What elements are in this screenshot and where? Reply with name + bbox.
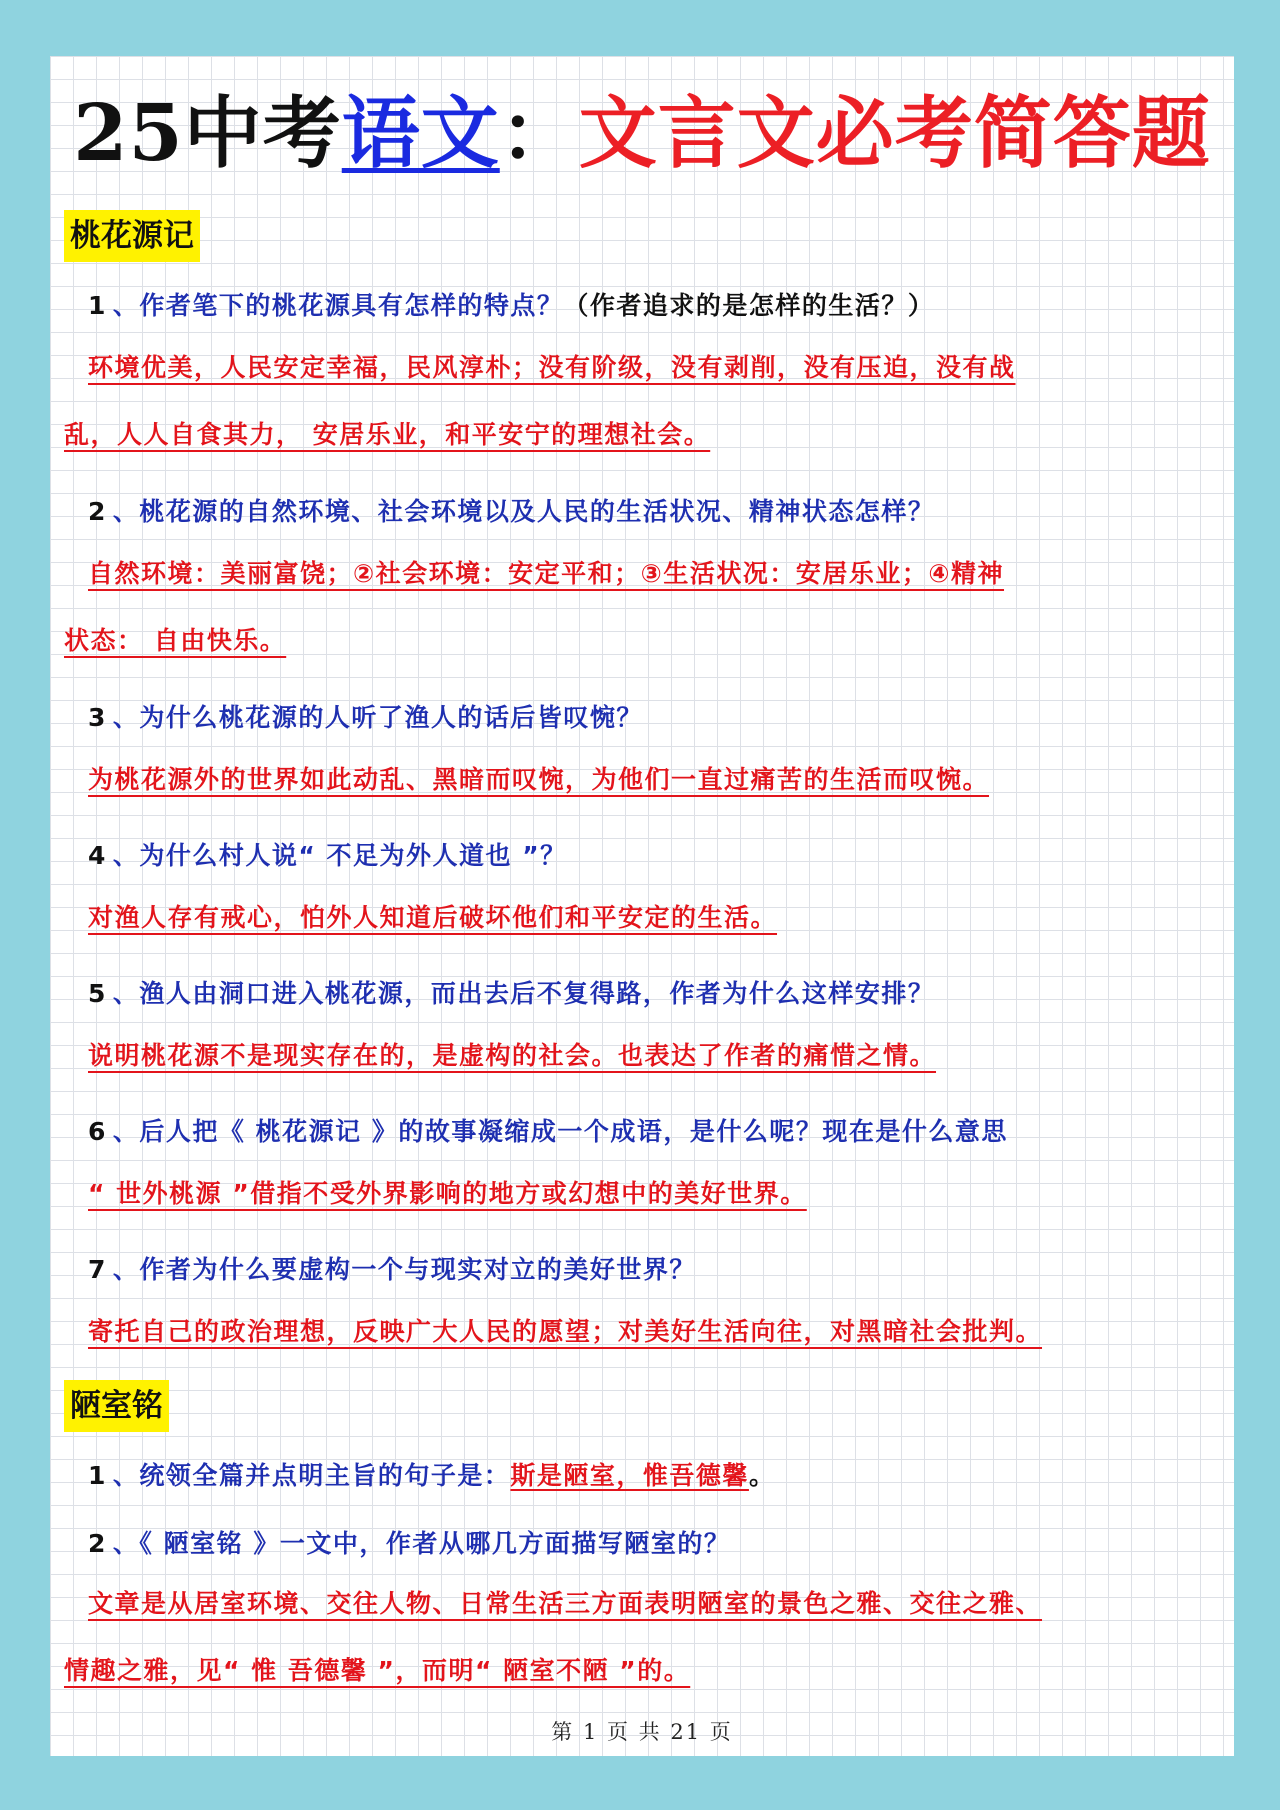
title-topic: 文言文必考简答题 xyxy=(578,88,1211,179)
answer-line: “ 世外桃源 ”借指不受外界影响的地方或幻想中的美好世界。 xyxy=(88,1179,807,1208)
section-label-loushiming: 陋室铭 xyxy=(64,1380,169,1432)
question-text: 、渔人由洞口进入桃花源，而出去后不复得路，作者为什么这样安排？ xyxy=(112,979,935,1008)
question-7 xyxy=(88,1250,1224,1290)
question-3 xyxy=(88,698,1224,738)
question-text: 、为什么村人说“ 不足为外人道也 ”？ xyxy=(112,841,567,870)
question-number: 2 xyxy=(88,497,107,526)
answer-line: 状态： 自由快乐。 xyxy=(64,626,287,655)
answer-line: 对渔人存有戒心，怕外人知道后破坏他们和平安定的生活。 xyxy=(88,903,778,932)
answer-3 xyxy=(64,746,1224,813)
answer-line: 说明桃花源不是现实存在的，是虚构的社会。也表达了作者的痛惜之情。 xyxy=(88,1041,937,1070)
answer-line: 自然环境：美丽富饶；②社会环境：安定平和；③生活状况：安居乐业；④精神 xyxy=(88,559,1005,588)
document-page xyxy=(50,56,1234,1756)
question-text: 、作者为什么要虚构一个与现实对立的美好世界？ xyxy=(112,1255,696,1284)
inline-answer: 斯是陋室，惟吾德馨 xyxy=(510,1461,749,1490)
question-number: 3 xyxy=(88,703,107,732)
question-2-1 xyxy=(88,1456,1224,1496)
section-label-taohuayuanji: 桃花源记 xyxy=(64,210,200,262)
page-title xyxy=(50,84,1234,184)
question-1 xyxy=(88,286,1224,326)
answer-line: 文章是从居室环境、交往人物、日常生活三方面表明陋室的景色之雅、交往之雅、 xyxy=(88,1589,1043,1618)
question-text: 、桃花源的自然环境、社会环境以及人民的生活状况、精神状态怎样？ xyxy=(112,497,935,526)
answer-line: 环境优美，人民安定幸福，民风淳朴；没有阶级，没有剥削，没有压迫，没有战 xyxy=(88,353,1016,382)
question-number: 2 xyxy=(88,1529,107,1558)
answer-line: 情趣之雅，见“ 惟 吾德馨 ”，而明“ 陋室不陋 ”的。 xyxy=(64,1656,691,1685)
question-5 xyxy=(88,974,1224,1014)
inline-period: 。 xyxy=(748,1461,776,1490)
question-2 xyxy=(88,492,1224,532)
question-number: 7 xyxy=(88,1255,107,1284)
question-4 xyxy=(88,836,1224,876)
question-number: 5 xyxy=(88,979,107,1008)
title-prefix: 25中考 xyxy=(73,88,342,179)
question-extra: （作者追求的是怎样的生活？） xyxy=(563,291,935,320)
answer-5 xyxy=(64,1022,1224,1089)
question-text: 、为什么桃花源的人听了渔人的话后皆叹惋？ xyxy=(112,703,643,732)
answer-4 xyxy=(64,884,1224,951)
answer-line: 乱，人人自食其力， 安居乐业，和平安宁的理想社会。 xyxy=(64,420,711,449)
answer-7 xyxy=(64,1298,1224,1365)
answer-2 xyxy=(64,540,1224,674)
title-subject: 语文 xyxy=(341,88,500,179)
question-number: 6 xyxy=(88,1117,107,1146)
title-colon: ： xyxy=(499,88,579,179)
question-text: 、作者笔下的桃花源具有怎样的特点？ xyxy=(112,291,564,320)
answer-line: 为桃花源外的世界如此动乱、黑暗而叹惋，为他们一直过痛苦的生活而叹惋。 xyxy=(88,765,990,794)
question-2-2 xyxy=(88,1524,1224,1564)
question-text: 、统领全篇并点明主旨的句子是： xyxy=(112,1461,511,1490)
answer-line: 寄托自己的政治理想，反映广大人民的愿望；对美好生活向往，对黑暗社会批判。 xyxy=(88,1317,1043,1346)
answer-6 xyxy=(64,1160,1224,1227)
question-number: 1 xyxy=(88,291,107,320)
answer-1 xyxy=(64,334,1224,468)
answer-2-2 xyxy=(64,1570,1224,1704)
question-6 xyxy=(88,1112,1224,1152)
question-number: 1 xyxy=(88,1461,107,1490)
question-text: 、《 陋室铭 》一文中，作者从哪几方面描写陋室的？ xyxy=(112,1529,731,1558)
page-footer: 第 1 页 共 21 页 xyxy=(551,1720,733,1744)
question-text: 、后人把《 桃花源记 》的故事凝缩成一个成语，是什么呢？现在是什么意思 xyxy=(112,1117,1008,1146)
question-number: 4 xyxy=(88,841,107,870)
